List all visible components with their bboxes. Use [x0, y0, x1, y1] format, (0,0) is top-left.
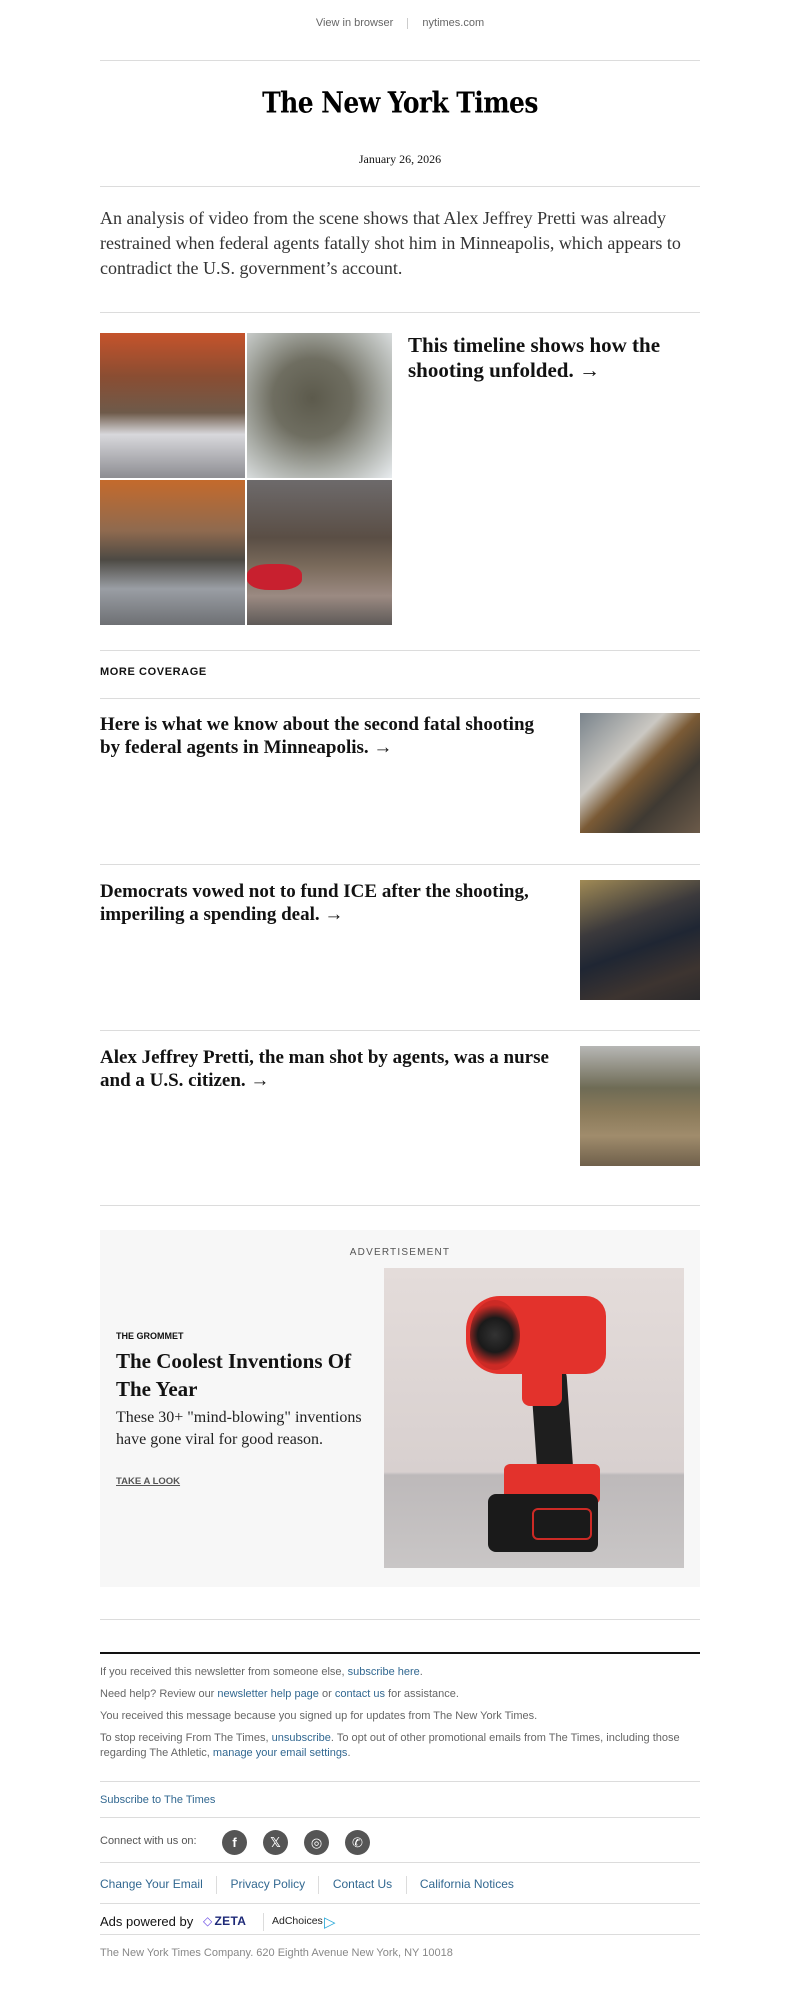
ad-label: ADVERTISEMENT: [349, 1247, 451, 1258]
divider: [100, 864, 700, 865]
ad-title-link[interactable]: The Coolest Inventions Of The Year: [116, 1349, 352, 1401]
mosaic-image-3[interactable]: [100, 480, 245, 625]
top-utility-bar: [100, 17, 700, 29]
nyt-logo[interactable]: The New York Times: [262, 85, 538, 120]
footer-text: To stop receiving From The Times,: [100, 1732, 272, 1744]
advertisement: [100, 1230, 700, 1587]
social-links: [100, 1830, 700, 1856]
zeta-label: ZETA: [214, 1914, 247, 1928]
view-in-browser-link[interactable]: View in browser: [315, 17, 394, 30]
ad-description: These 30+ "mind-blowing" inventions have gone viral for good reason.: [116, 1409, 362, 1448]
mosaic-image-4[interactable]: [247, 480, 392, 625]
masthead[interactable]: [100, 85, 700, 120]
feature-headline-link[interactable]: This timeline shows how the shooting unfolded. →: [408, 333, 661, 382]
divider: [100, 1817, 700, 1818]
ad-product-image[interactable]: [384, 1268, 684, 1568]
footer-text: for assistance.: [384, 1688, 459, 1700]
footer-text: . To opt out of other promotional emails from The Times, including those regarding The Athletic,: [100, 1732, 680, 1759]
divider: [100, 1030, 700, 1031]
divider: [100, 650, 700, 651]
ad-brand: THE GROMMET: [116, 1331, 184, 1341]
mosaic-image-2[interactable]: [247, 333, 392, 478]
product-battery: [488, 1494, 598, 1552]
privacy-policy-link[interactable]: Privacy Policy: [230, 1877, 306, 1892]
ads-powered-label: Ads powered by: [100, 1914, 194, 1929]
divider: [100, 1862, 700, 1863]
nytimes-link[interactable]: nytimes.com: [422, 17, 485, 30]
contact-us-link[interactable]: contact us: [334, 1688, 385, 1700]
story-headline-link[interactable]: Here is what we know about the second fatal shooting by federal agents in Minneapolis. →: [100, 714, 535, 758]
zeta-diamond-icon: ◇: [203, 1914, 213, 1928]
connect-label: Connect with us on:: [100, 1835, 197, 1847]
unsubscribe-link[interactable]: unsubscribe: [271, 1732, 331, 1744]
change-email-link[interactable]: Change Your Email: [100, 1877, 203, 1892]
footer-line-unsubscribe: [100, 1731, 700, 1761]
divider: [100, 60, 700, 61]
dateline: January 26, 2026: [358, 152, 442, 166]
story-thumbnail[interactable]: [580, 880, 700, 1000]
adchoices-link[interactable]: AdChoices: [272, 1915, 323, 1927]
story-headline-link[interactable]: Democrats vowed not to fund ICE after the shooting, imperiling a spending deal. →: [100, 881, 529, 925]
divider: [100, 1934, 700, 1935]
footer-text: Need help? Review our: [100, 1688, 218, 1700]
story-thumbnail[interactable]: [580, 713, 700, 833]
footer-text: or: [318, 1688, 335, 1700]
divider: [100, 1205, 700, 1206]
story-thumbnail[interactable]: [580, 1046, 700, 1166]
divider: [216, 1876, 217, 1894]
intro-paragraph: An analysis of video from the scene shows that Alex Jeffrey Pretti was already restrained when federal agents fatally shot him in Minneapolis, which appears to contradict the U.S. government’s account.: [100, 208, 681, 278]
footer-line-forwarded: [100, 1665, 700, 1680]
divider: [100, 1619, 700, 1620]
footer-line-signup: You received this message because you signed up for updates from The New York Times.: [100, 1710, 538, 1722]
story-headline-link[interactable]: Alex Jeffrey Pretti, the man shot by agents, was a nurse and a U.S. citizen. →: [100, 1047, 549, 1091]
ad-cta-link[interactable]: TAKE A LOOK: [116, 1476, 181, 1487]
divider: [318, 1876, 319, 1894]
adchoices-icon[interactable]: ▷: [324, 1914, 336, 1931]
company-address: The New York Times Company. 620 Eighth Avenue New York, NY 10018: [100, 1947, 453, 1959]
footer-rule: [100, 1652, 700, 1654]
footer-text: If you received this newsletter from someone else,: [100, 1666, 348, 1678]
timeline-image-mosaic[interactable]: [100, 333, 392, 625]
divider: [100, 1781, 700, 1782]
subscribe-here-link[interactable]: subscribe here: [347, 1666, 420, 1678]
x-twitter-icon[interactable]: 𝕏: [263, 1830, 288, 1855]
footer-text: .: [347, 1747, 351, 1759]
footer-text: .: [419, 1666, 423, 1678]
footer-line-help: [100, 1687, 700, 1702]
section-label-more-coverage: MORE COVERAGE: [100, 666, 207, 678]
divider: [100, 698, 700, 699]
newsletter-help-link[interactable]: newsletter help page: [217, 1688, 319, 1700]
zeta-logo[interactable]: [203, 1914, 246, 1928]
manage-email-settings-link[interactable]: manage your email settings: [212, 1747, 348, 1759]
ads-powered-row: [100, 1912, 700, 1932]
divider: [263, 1913, 264, 1931]
whatsapp-icon[interactable]: ✆: [345, 1830, 370, 1855]
divider: [407, 18, 408, 29]
product-fan-icon: [470, 1300, 520, 1370]
contact-us-footer-link[interactable]: Contact Us: [332, 1877, 393, 1892]
divider: [100, 312, 700, 313]
subscribe-to-times-link[interactable]: Subscribe to The Times: [100, 1794, 216, 1806]
divider: [406, 1876, 407, 1894]
california-notices-link[interactable]: California Notices: [419, 1877, 514, 1892]
facebook-icon[interactable]: f: [222, 1830, 247, 1855]
instagram-icon[interactable]: ◎: [304, 1830, 329, 1855]
divider: [100, 186, 700, 187]
divider: [100, 1903, 700, 1904]
footer-links: [100, 1876, 514, 1894]
mosaic-image-1[interactable]: [100, 333, 245, 478]
